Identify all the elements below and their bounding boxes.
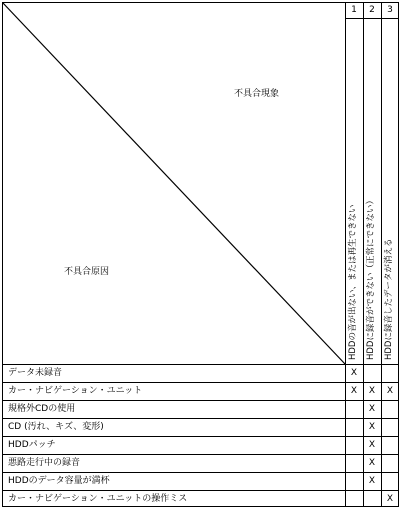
row-label-2: カー・ナビゲーション・ユニット <box>8 386 143 396</box>
column-title-1: HDDの音が出ない、または再生できない <box>348 204 358 360</box>
row-label-8: カー・ナビゲーション・ユニットの操作ミス <box>8 494 188 504</box>
row-5-col-2-mark: X <box>368 440 376 450</box>
column-number-2: 2 <box>369 5 375 15</box>
row-4-col-2-mark: X <box>368 422 376 432</box>
row-7-col-2-mark: X <box>368 476 376 486</box>
row-2-col-2-mark: X <box>368 386 376 396</box>
column-number-1: 1 <box>351 5 357 15</box>
row-label-6: 悪路走行中の録音 <box>8 458 81 468</box>
fault-matrix-table <box>2 2 399 507</box>
column-title-2: HDDに録音ができない（正常にできない） <box>366 196 376 360</box>
cause-label: 不具合原因 <box>64 267 110 277</box>
column-title-3: HDDに録音したデータが消える <box>384 238 394 360</box>
row-1-col-1-mark: X <box>350 368 358 378</box>
row-label-1: データ未録音 <box>8 368 63 378</box>
row-label-4: CD (汚れ、キズ、変形) <box>8 422 104 432</box>
row-3-col-2-mark: X <box>368 404 376 414</box>
phenomenon-label: 不具合現象 <box>234 89 280 99</box>
row-label-5: HDDパッチ <box>8 440 56 450</box>
row-label-7: HDDのデータ容量が満杯 <box>8 476 110 486</box>
row-6-col-2-mark: X <box>368 458 376 468</box>
header-diagonal <box>3 3 346 365</box>
row-8-col-3-mark: X <box>386 494 394 504</box>
row-label-3: 規格外CDの使用 <box>8 404 76 414</box>
row-2-col-3-mark: X <box>386 386 394 396</box>
column-number-3: 3 <box>387 5 393 15</box>
row-2-col-1-mark: X <box>350 386 358 396</box>
